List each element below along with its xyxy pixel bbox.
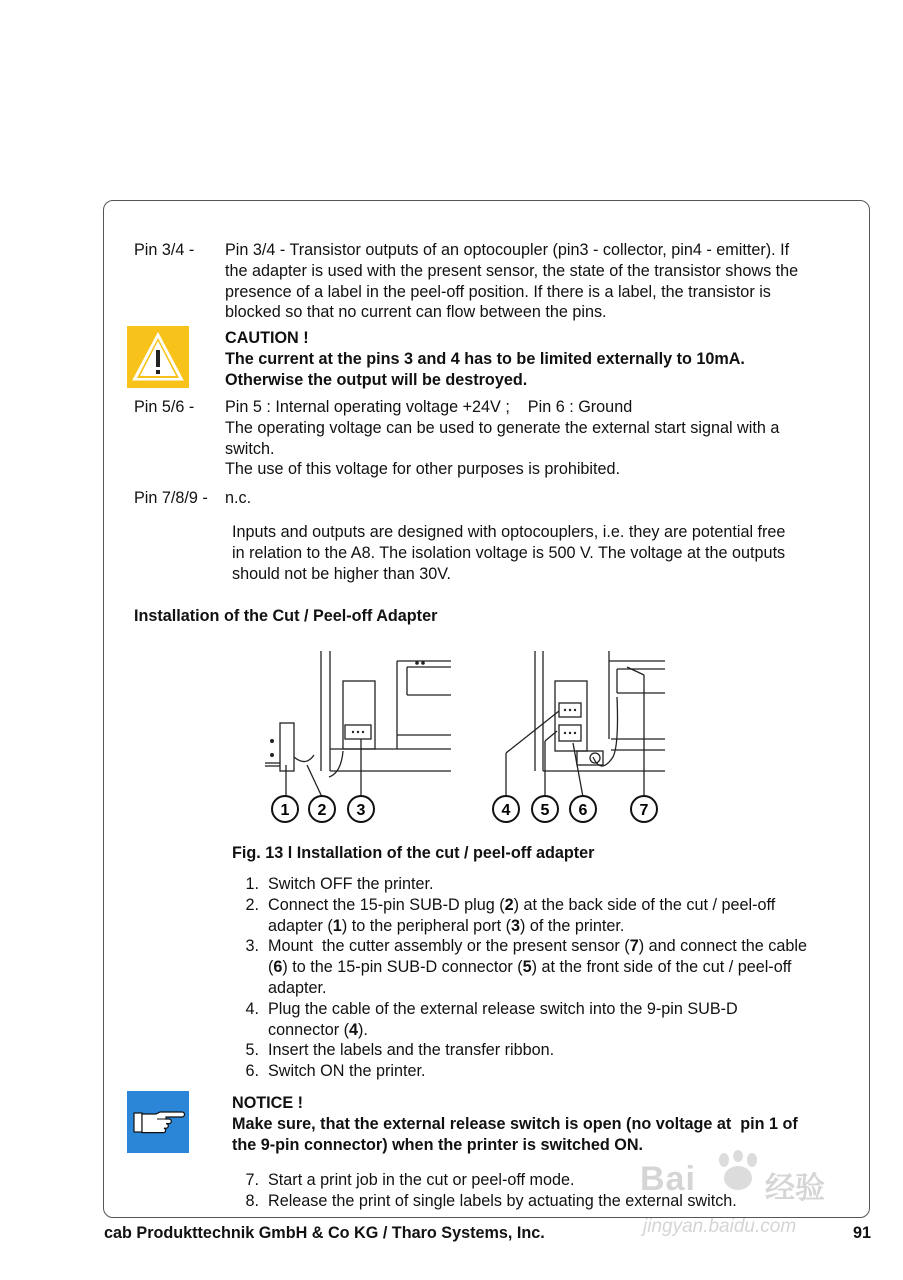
list-item (232, 999, 807, 1041)
step-number: 4. (245, 999, 259, 1018)
text-line: the adapter is used with the present sensor, the state of the transistor shows the (225, 261, 799, 280)
step-text (268, 999, 738, 1041)
notice-line: the 9-pin connector) when the printer is switched ON. (232, 1135, 644, 1154)
list-item (232, 895, 807, 937)
list-item (232, 874, 807, 895)
text-line: Pin 5 : Internal operating voltage +24V ; Pin 6 : Ground (225, 398, 633, 416)
step-number: 2. (245, 895, 259, 914)
text-line: Pin 3/4 - Transistor outputs of an optocoupler (pin3 - collector, pin4 - emitter). If (225, 241, 790, 259)
step-number: 6. (245, 1062, 259, 1081)
svg-text:2: 2 (317, 802, 327, 819)
caution-line: The current at the pins 3 and 4 has to be limited externally to 10mA. (225, 349, 745, 368)
step-number: 7. (245, 1171, 259, 1189)
step-text (268, 936, 807, 998)
notice-block (232, 1093, 798, 1155)
step-number: 8. (245, 1191, 259, 1210)
step-number: 5. (245, 1041, 259, 1060)
text-line: Insert the labels and the transfer ribbon. (268, 1041, 555, 1060)
text-line: should not be higher than 30V. (232, 564, 452, 583)
callout-6 (570, 796, 596, 822)
step-number: 3. (245, 937, 259, 956)
callout-1 (272, 796, 298, 822)
list-item (232, 936, 807, 998)
pointing-hand-icon (127, 1091, 189, 1153)
watermark-brand: Bai (640, 1160, 696, 1198)
text-line: switch. (225, 439, 275, 458)
callout-4 (493, 796, 519, 822)
warning-icon (127, 326, 189, 388)
pin-label-7-8-9: Pin 7/8/9 - (134, 489, 208, 507)
list-item (232, 1040, 807, 1061)
paw-logo-icon (712, 1150, 764, 1194)
watermark-cn: 经验 (765, 1172, 825, 1205)
list-item (232, 1061, 807, 1082)
text-line: in relation to the A8. The isolation voltage is 500 V. The voltage at the outputs (232, 543, 786, 562)
text-line: The use of this voltage for other purposes is prohibited. (225, 460, 621, 479)
caution-line: Otherwise the output will be destroyed. (225, 370, 528, 389)
svg-text:1: 1 (280, 802, 290, 819)
text-line: connector (4). (268, 1020, 368, 1039)
pin-desc-3-4 (225, 240, 798, 323)
text-line: Plug the cable of the external release switch into the 9-pin SUB-D (268, 999, 738, 1018)
watermark-url: jingyan.baidu.com (643, 1216, 797, 1237)
text-line: Connect the 15-pin SUB-D plug (2) at the back side of the cut / peel-off (268, 895, 776, 914)
text-line: adapter (1) to the peripheral port (3) of the printer. (268, 916, 625, 935)
callout-2 (309, 796, 335, 822)
section-title: Installation of the Cut / Peel-off Adapter (134, 607, 438, 625)
text-line: Inputs and outputs are designed with optocouplers, i.e. they are potential free (232, 523, 786, 541)
installation-steps (232, 874, 807, 1082)
step-text (268, 895, 775, 937)
svg-text:6: 6 (578, 802, 588, 819)
step-text (268, 874, 434, 895)
text-line: Switch OFF the printer. (268, 875, 434, 893)
isolation-note (232, 522, 785, 584)
svg-text:4: 4 (501, 802, 511, 819)
page-number: 91 (853, 1224, 872, 1242)
text-line: adapter. (268, 978, 327, 997)
pin-desc-5-6 (225, 397, 779, 480)
notice-line: Make sure, that the external release switch is open (no voltage at pin 1 of (232, 1114, 798, 1133)
text-line: presence of a label in the peel-off position. If there is a label, the transistor is (225, 282, 771, 301)
caution-block (225, 328, 745, 390)
callout-3 (348, 796, 374, 822)
pin-label-3-4: Pin 3/4 - (134, 241, 195, 259)
svg-text:3: 3 (356, 802, 366, 819)
step-text (268, 1061, 425, 1082)
pin-label-5-6: Pin 5/6 - (134, 398, 195, 416)
text-line: blocked so that no current can flow between the pins. (225, 303, 607, 322)
callout-7 (631, 796, 657, 822)
callout-5 (532, 796, 558, 822)
text-line: Mount the cutter assembly or the present sensor (7) and connect the cable (268, 937, 808, 956)
notice-title: NOTICE ! (232, 1094, 304, 1112)
step-text: Release the print of single labels by actuating the external switch. (268, 1191, 737, 1210)
step-text: Start a print job in the cut or peel-off mode. (268, 1171, 575, 1189)
footer-company: cab Produkttechnik GmbH & Co KG / Tharo Systems, Inc. (104, 1224, 545, 1242)
text-line: The operating voltage can be used to generate the external start signal with a (225, 418, 780, 437)
text-line: (6) to the 15-pin SUB-D connector (5) at the front side of the cut / peel-off (268, 958, 792, 977)
step-number: 1. (245, 875, 259, 893)
svg-text:7: 7 (639, 802, 649, 819)
figure-caption: Fig. 13 l Installation of the cut / peel-off adapter (232, 844, 595, 862)
step-text (268, 1040, 554, 1061)
pin-desc-7-8-9: n.c. (225, 489, 252, 507)
text-line: Switch ON the printer. (268, 1062, 426, 1081)
caution-title: CAUTION ! (225, 329, 309, 347)
installation-figure (255, 645, 675, 830)
svg-text:5: 5 (540, 802, 550, 819)
